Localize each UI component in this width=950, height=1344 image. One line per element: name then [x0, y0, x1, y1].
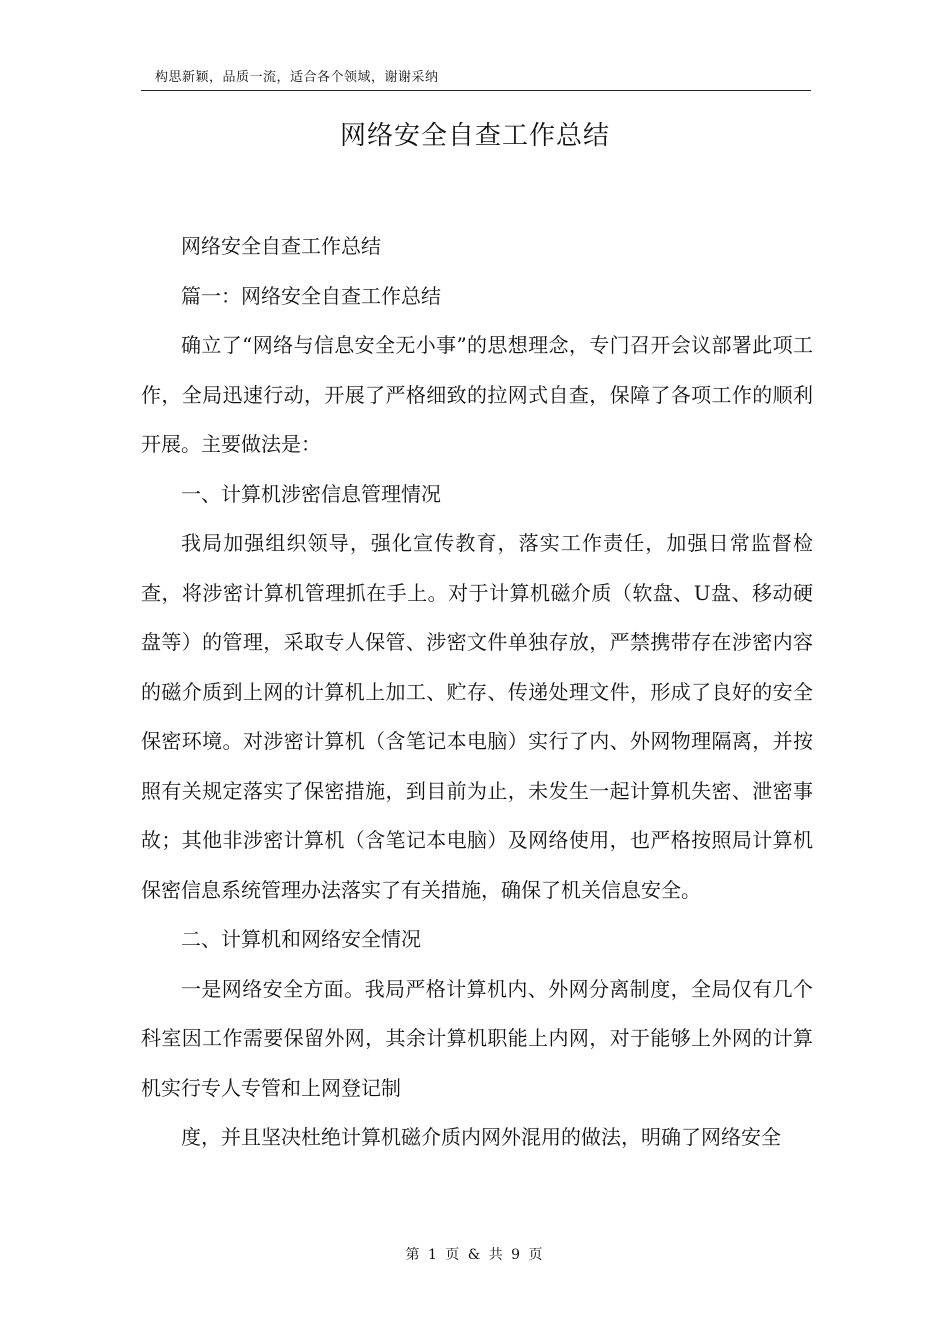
page-header: [141, 68, 811, 91]
paragraph-continued: 度，并且坚决杜绝计算机磁介质内网外混用的做法，明确了网络安全: [181, 1125, 781, 1149]
document-body: [141, 222, 813, 1163]
paragraph-section-1: 我局加强组织领导，强化宣传教育，落实工作责任，加强日常监督检查，将涉密计算机管理抓在手上。对于计算机磁介质（软盘、U盘、移动硬盘等）的管理，采取专人保管、涉密文件单独存放，严禁携带存在涉密内容的磁介质到上网的计算机上加工、贮存、传递处理文件，形成了良好的安全保密环境。对涉密计算机（含笔记本电脑）实行了内、外网物理隔离，并按照有关规定落实了保密措施，到目前为止，未发生一起计算机失密、泄密事故；其他非涉密计算机（含笔记本电脑）及网络使用，也严格按照局计算机保密信息系统管理办法落实了有关措施，确保了机关信息安全。: [141, 531, 813, 902]
section-heading-1: 一、计算机涉密信息管理情况: [181, 481, 441, 506]
paragraph-chapter-heading: 篇一：网络安全自查工作总结: [181, 283, 441, 308]
document-title: 网络安全自查工作总结: [339, 121, 610, 151]
paragraph-intro: 确立了“网络与信息安全无小事”的思想理念，专门召开会议部署此项工作，全局迅速行动，开展了严格细致的拉网式自查，保障了各项工作的顺利开展。主要做法是：: [141, 333, 813, 456]
page-footer: 第 1 页 & 共 9 页: [405, 1247, 545, 1263]
header-slogan: 构思新颖，品质一流，适合各个领域，谢谢采纳: [155, 70, 439, 85]
paragraph-section-2: 一是网络安全方面。我局严格计算机内、外网分离制度，全局仅有几个科室因工作需要保留外网，其余计算机职能上内网，对于能够上外网的计算机实行专人专管和上网登记制: [141, 976, 813, 1100]
paragraph-subtitle: 网络安全自查工作总结: [181, 234, 381, 258]
section-heading-2: 二、计算机和网络安全情况: [181, 927, 421, 951]
